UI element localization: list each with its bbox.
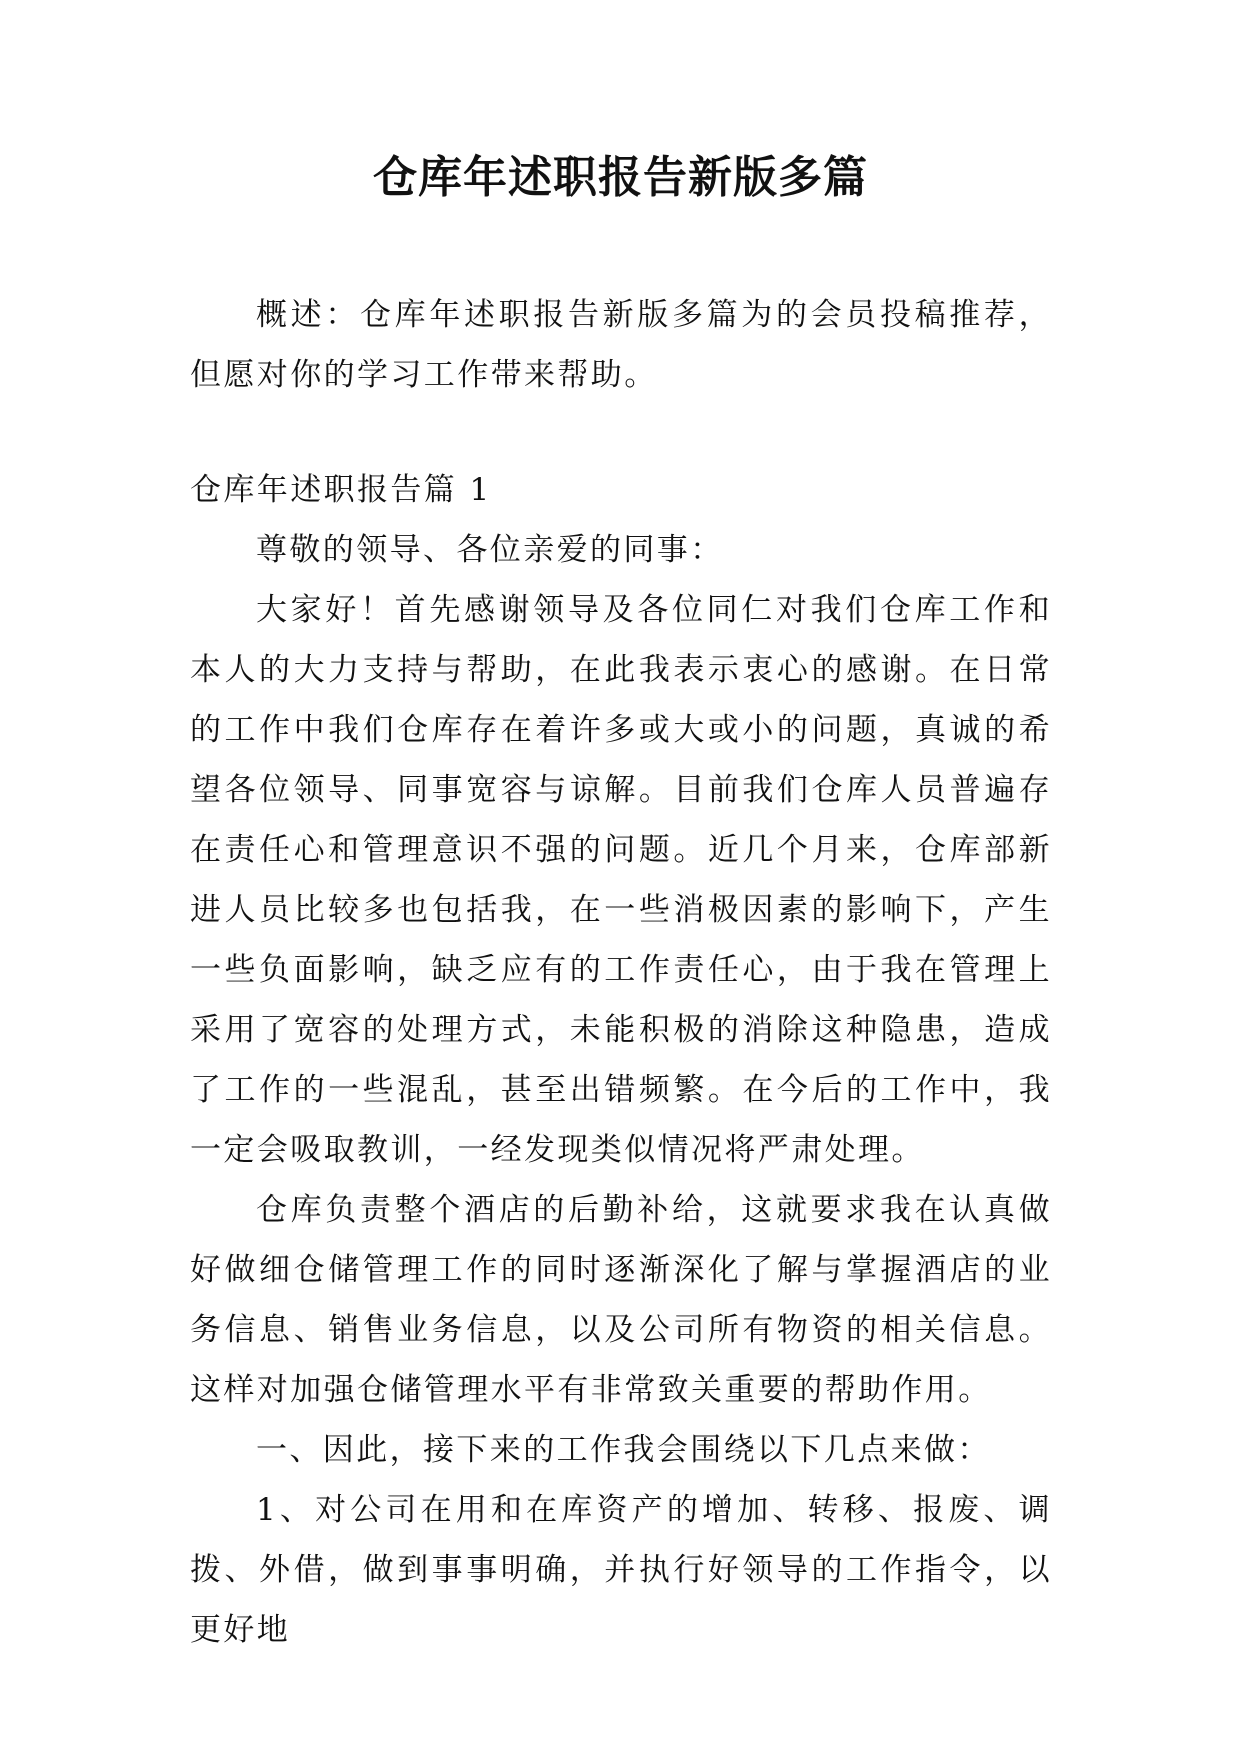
main-content: [190, 460, 1052, 1660]
body-paragraph: 一、因此，接下来的工作我会围绕以下几点来做：: [256, 1432, 991, 1468]
salutation-paragraph: 尊敬的领导、各位亲爱的同事：: [256, 532, 724, 568]
section-heading: 仓库年述职报告篇 1: [190, 472, 492, 508]
body-paragraph: 大家好！首先感谢领导及各位同仁对我们仓库工作和本人的大力支持与帮助，在此我表示衷心的感谢。在日常的工作中我们仓库存在着许多或大或小的问题，真诚的希望各位领导、同事宽容与谅解。目前我们仓库人员普遍存在责任心和管理意识不强的问题。近几个月来，仓库部新进人员比较多也包括我，在一些消极因素的影响下，产生一些负面影响，缺乏应有的工作责任心，由于我在管理上采用了宽容的处理方式，未能积极的消除这种隐患，造成了工作的一些混乱，甚至出错频繁。在今后的工作中，我一定会吸取教训，一经发现类似情况将严肃处理。: [190, 592, 1052, 1168]
summary-paragraph: 概述：仓库年述职报告新版多篇为的会员投稿推荐，但愿对你的学习工作带来帮助。: [190, 297, 1052, 393]
document-title: 仓库年述职报告新版多篇: [373, 152, 868, 203]
body-paragraph: 1、对公司在用和在库资产的增加、转移、报废、调拨、外借，做到事事明确，并执行好领导的工作指令，以更好地: [190, 1492, 1052, 1648]
body-paragraph: 仓库负责整个酒店的后勤补给，这就要求我在认真做好做细仓储管理工作的同时逐渐深化了解与掌握酒店的业务信息、销售业务信息，以及公司所有物资的相关信息。这样对加强仓储管理水平有非常致关重要的帮助作用。: [190, 1192, 1052, 1408]
